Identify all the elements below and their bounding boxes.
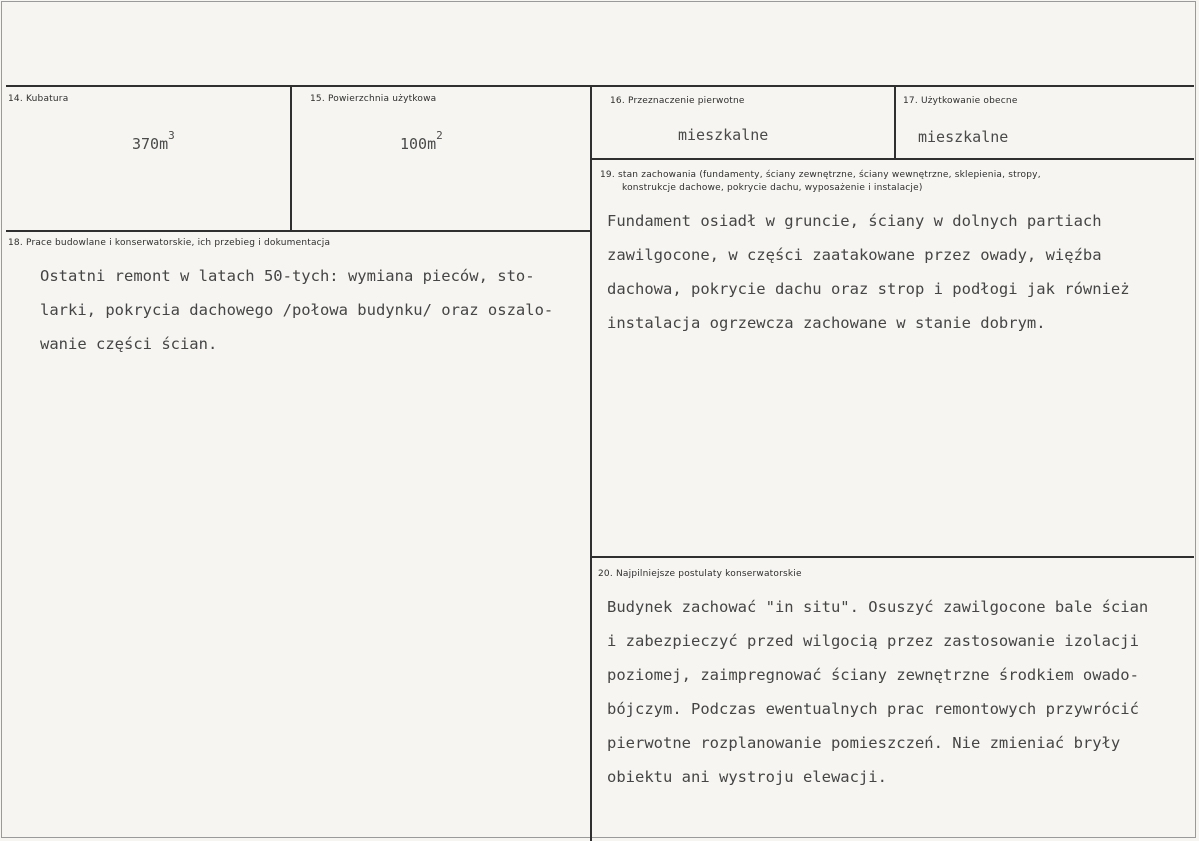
field-19-label-line2: konstrukcje dachowe, pokrycie dachu, wyposażenie i instalacje) bbox=[622, 183, 923, 193]
text-line: Ostatni remont w latach 50-tych: wymiana pieców, sto- bbox=[40, 267, 535, 285]
text-line: bójczym. Podczas ewentualnych prac remontowych przywrócić bbox=[607, 700, 1139, 718]
field-17-value: mieszkalne bbox=[918, 128, 1009, 146]
text-line: poziomej, zaimpregnować ściany zewnętrzne środkiem owado- bbox=[607, 666, 1139, 684]
text-line: zawilgocone, w części zaatakowane przez owady, więźba bbox=[607, 246, 1102, 264]
divider-14-15 bbox=[290, 86, 292, 231]
kubatura-unit-exponent: 3 bbox=[168, 129, 175, 142]
field-17-label: 17. Użytkowanie obecne bbox=[903, 96, 1018, 106]
field-14-label: 14. Kubatura bbox=[8, 94, 69, 104]
field-16-label: 16. Przeznaczenie pierwotne bbox=[610, 96, 745, 106]
field-14-value bbox=[132, 129, 175, 153]
text-line: pierwotne rozplanowanie pomieszczeń. Nie zmieniać bryły bbox=[607, 734, 1121, 752]
field-16-value: mieszkalne bbox=[678, 126, 769, 144]
field-20-text bbox=[607, 590, 1148, 794]
field-19-text bbox=[607, 204, 1130, 340]
field-18-text bbox=[40, 259, 553, 361]
text-line: dachowa, pokrycie dachu oraz strop i podłogi jak również bbox=[607, 280, 1130, 298]
rule-under-14-15 bbox=[6, 230, 590, 232]
main-vertical-divider bbox=[590, 86, 592, 841]
field-19-label-line1: 19. stan zachowania (fundamenty, ściany zewnętrzne, ściany wewnętrzne, sklepienia, stropy, bbox=[600, 170, 1041, 180]
text-line: wanie części ścian. bbox=[40, 335, 218, 353]
divider-16-17 bbox=[894, 86, 896, 159]
text-line: i zabezpieczyć przed wilgocią przez zastosowanie izolacji bbox=[607, 632, 1139, 650]
text-line: larki, pokrycia dachowego /połowa budynku/ oraz oszalo- bbox=[40, 301, 554, 319]
field-15-label: 15. Powierzchnia użytkowa bbox=[310, 94, 437, 104]
field-19-label bbox=[600, 170, 1041, 193]
field-15-value bbox=[400, 129, 443, 153]
rule-under-16-17 bbox=[592, 158, 1194, 160]
field-18-label: 18. Prace budowlane i konserwatorskie, ich przebieg i dokumentacja bbox=[8, 238, 331, 248]
text-line: instalacja ogrzewcza zachowane w stanie dobrym. bbox=[607, 314, 1046, 332]
text-line: obiektu ani wystroju elewacji. bbox=[607, 768, 887, 786]
kubatura-value: 370m bbox=[132, 135, 169, 153]
text-line: Budynek zachować "in situ". Osuszyć zawilgocone bale ścian bbox=[607, 598, 1149, 616]
text-line: Fundament osiadł w gruncie, ściany w dolnych partiach bbox=[607, 212, 1102, 230]
rule-above-20 bbox=[592, 556, 1194, 558]
top-rule bbox=[6, 85, 1194, 87]
powierzchnia-unit-exponent: 2 bbox=[436, 129, 443, 142]
field-20-label: 20. Najpilniejsze postulaty konserwatorskie bbox=[598, 569, 802, 579]
powierzchnia-value: 100m bbox=[400, 135, 437, 153]
